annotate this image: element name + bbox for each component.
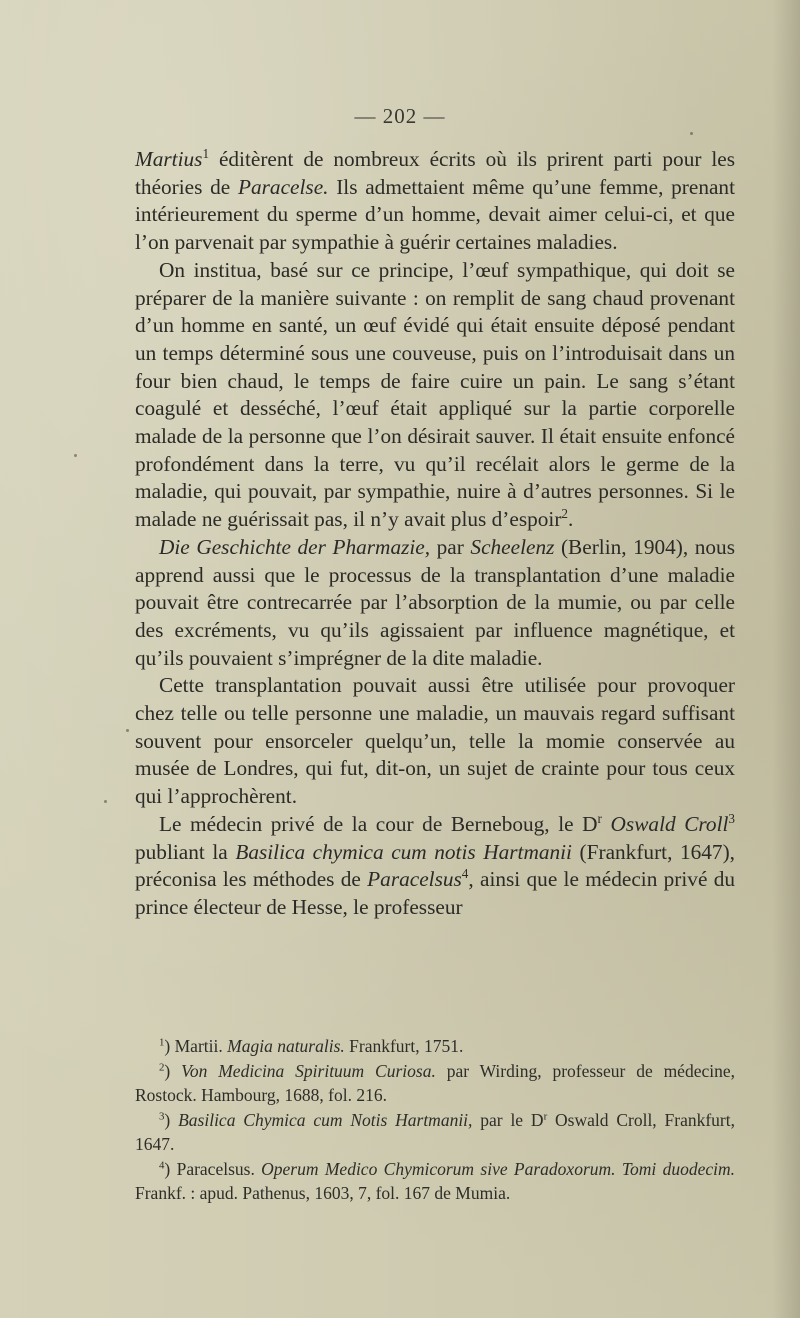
paper-speck — [74, 454, 77, 457]
italic-text: Von Medicina Spirituum Curiosa. — [181, 1060, 436, 1081]
text-run: Ils admettaient même qu’une femme, prenant intérieurement du sperme d’un homme, devait aimer celui-ci, et que l’on parvenait par sympathie à guérir certaines maladies. — [135, 174, 735, 255]
superscript-mark: 2 — [561, 506, 569, 522]
text-run: ) — [164, 1060, 182, 1081]
text-run: ) Paracelsus. — [164, 1158, 262, 1179]
italic-text: Paracelse. — [237, 174, 329, 199]
superscript-mark: 1 — [202, 146, 210, 162]
italic-text: Oswald Croll — [610, 811, 729, 836]
text-run: Oswald Croll, Frankfurt, 1647. — [135, 1109, 735, 1154]
italic-text: Paracelsus — [367, 867, 462, 892]
paragraph — [135, 257, 735, 534]
paragraph — [135, 146, 735, 257]
text-run: ) Martii. — [164, 1036, 228, 1056]
text-run: par Wirding, professeur de médecine, Rostock. Hambourg, 1688, fol. 216. — [135, 1060, 735, 1105]
paragraph — [135, 672, 735, 811]
page-number: — 202 — — [354, 104, 446, 128]
superscript-mark: r — [543, 1110, 548, 1122]
italic-text: Martius — [135, 147, 203, 171]
italic-text: Magia naturalis. — [227, 1036, 345, 1056]
superscript-mark: 4 — [159, 1159, 165, 1171]
text-run: publiant la — [135, 839, 236, 864]
text-run: On institua, basé sur ce principe, l’œuf sympathique, qui doit se préparer de la manière suivante : on remplit de sang chaud provenant d’un homme en santé, un œuf évidé qui était ensuite déposé pendant un temps déterminé sous une couveuse, puis on l’introduisait dans un four bien chaud, le temps de faire cuire un pain. Le sang s’étant coagulé et desséché, l’œuf était appliqué sur la partie corporelle malade de la personne que l’on désirait sauver. Il était ensuite enfoncé profondément dans la terre, vu qu’il recélait alors le germe de la maladie, qui pouvait, par sympathie, nuire à d’autres personnes. Si le malade ne guérissait pas, il n’y avait plus d’espoir — [135, 257, 735, 532]
text-run: , ainsi que le médecin privé du prince électeur de Hesse, le professeur — [135, 867, 735, 919]
italic-text: Operum Medico Chymicorum sive Paradoxorum. Tomi duodecim. — [261, 1158, 735, 1179]
paper-speck — [104, 800, 107, 803]
superscript-mark: 1 — [159, 1036, 165, 1049]
text-run: (Berlin, 1904), nous apprend aussi que le processus de la transplantation d’une maladie pouvait être contrecarrée par l’absorption de la mumie, ou par celle des excréments, vu qu’ils agissaient par influence magnétique, et qu’ils pouvaient s’imprégner de la dite maladie. — [135, 534, 735, 670]
text-run: par le D — [472, 1109, 544, 1130]
text-run: Frankf. : apud. Pathenus, 1603, 7, fol. 167 de Mumia. — [135, 1183, 511, 1203]
footnote — [135, 1157, 735, 1206]
superscript-mark: 3 — [159, 1110, 165, 1122]
text-run: éditèrent de nombreux écrits où ils prirent parti pour les théories de — [135, 147, 735, 199]
text-run: . — [568, 507, 574, 532]
paragraph — [135, 534, 735, 673]
text-run — [602, 812, 611, 836]
superscript-mark: 4 — [461, 866, 469, 882]
page-edge-shadow — [772, 0, 800, 1318]
text-run: Le médecin privé de la cour de Berneboug, le D — [159, 811, 598, 836]
footnote — [135, 1108, 735, 1157]
text-run: Frankfurt, 1751. — [344, 1036, 464, 1056]
text-run: Cette transplantation pouvait aussi être utilisée pour provoquer chez telle ou telle personne une maladie, un mauvais regard suffisant souvent pour ensorceler quelqu’un, telle la momie conservée au musée de Londres, qui fut, dit-on, un sujet de crainte pour tous ceux qui l’approchèrent. — [135, 673, 735, 809]
footnotes — [135, 1034, 735, 1206]
italic-text: Scheelenz — [470, 534, 555, 559]
italic-text: Basilica Chymica cum Notis Hartmanii, — [178, 1109, 473, 1130]
superscript-mark: 3 — [728, 810, 735, 826]
paper-speck — [690, 132, 693, 135]
superscript-mark: 2 — [159, 1061, 165, 1073]
footnote — [135, 1059, 735, 1108]
italic-text: Basilica chymica cum notis Hartmanii — [235, 839, 572, 864]
footnote — [135, 1034, 735, 1059]
text-run: ) — [164, 1109, 179, 1130]
italic-text: Die Geschichte der Pharmazie, — [159, 534, 431, 559]
text-run: par — [430, 534, 471, 559]
text-run: (Frankfurt, 1647), préconisa les méthodes de — [135, 839, 735, 892]
paragraph — [135, 811, 735, 922]
paper-speck — [126, 729, 129, 732]
body-text — [135, 146, 735, 922]
superscript-mark: r — [597, 810, 602, 826]
